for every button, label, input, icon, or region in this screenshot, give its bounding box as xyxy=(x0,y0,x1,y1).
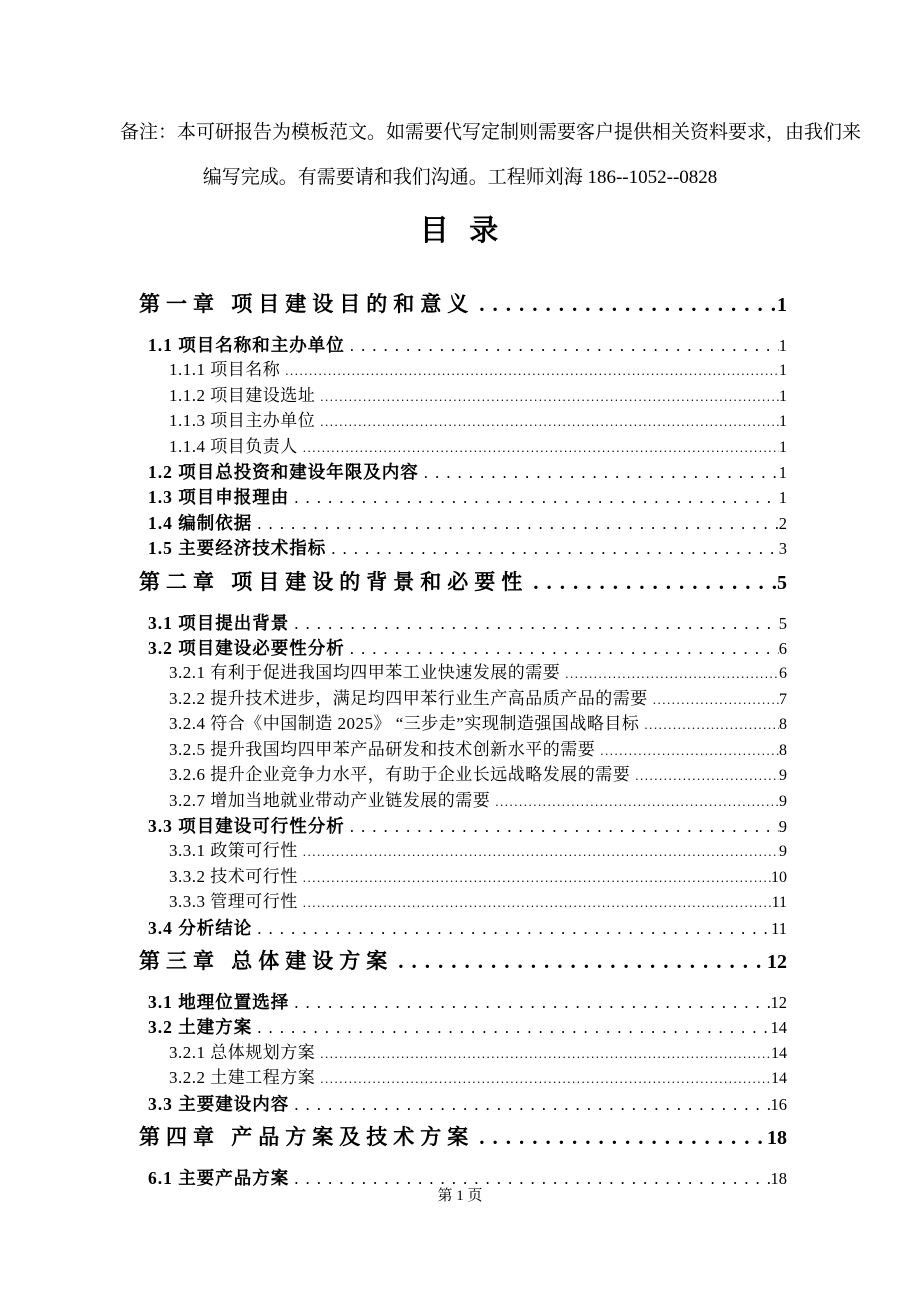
toc-entry-label: 3.2.2 提升技术进步，满足均四甲苯行业生产高品质产品的需要 xyxy=(169,688,648,708)
toc-row xyxy=(139,611,787,636)
toc-entry-label: 3.3.2 技术可行性 xyxy=(169,866,298,886)
toc-entry-label: 第四章 产品方案及技术方案 xyxy=(139,1124,475,1149)
dot-leader xyxy=(533,567,777,597)
toc-entry-page: 14 xyxy=(771,1070,787,1088)
toc-entry-page: 1 xyxy=(778,336,787,355)
toc-row xyxy=(139,409,787,434)
page-number-footer: 第 1 页 xyxy=(437,1188,483,1204)
toc-row xyxy=(139,990,787,1015)
dot-leader xyxy=(495,789,779,814)
toc-entry-label: 3.3 主要建设内容 xyxy=(148,1093,290,1114)
toc-entry-label: 3.2.5 提升我国均四甲苯产品研发和技术创新水平的需要 xyxy=(169,739,596,759)
toc-row xyxy=(139,1041,787,1066)
toc-title: 目 录 xyxy=(419,215,501,247)
toc-row xyxy=(139,814,787,839)
toc-entry-label: 3.4 分析结论 xyxy=(148,917,253,938)
toc-row-chapter xyxy=(139,946,787,977)
toc-row xyxy=(139,738,787,763)
dot-leader xyxy=(398,946,767,976)
dot-leader xyxy=(424,460,779,485)
toc-entry-page: 6 xyxy=(779,665,787,683)
toc-entry-label: 1.5 主要经济技术指标 xyxy=(148,538,327,559)
toc-entry-page: 18 xyxy=(767,1126,787,1149)
toc-row xyxy=(139,763,787,788)
disclaimer-line: 编写完成。有需要请和我们沟通。工程师刘海 186--1052--0828 xyxy=(202,167,718,188)
toc-entry-page: 12 xyxy=(770,992,787,1012)
toc-entry-page: 5 xyxy=(778,613,787,633)
toc-entry-page: 14 xyxy=(771,1044,787,1062)
toc-entry-label: 3.2.2 土建工程方案 xyxy=(169,1068,316,1088)
toc-entry-label: 3.3 项目建设可行性分析 xyxy=(148,815,345,836)
toc-entry-page: 12 xyxy=(767,950,787,973)
dot-leader xyxy=(320,1066,771,1091)
dot-leader xyxy=(303,865,771,890)
disclaimer-line: 备注：本可研报告为模板范文。如需要代写定制则需要客户提供相关资料要求，由我们来 xyxy=(120,122,862,143)
dot-leader xyxy=(320,409,779,434)
dot-leader xyxy=(257,511,779,536)
dot-leader xyxy=(350,636,779,661)
dot-leader xyxy=(653,687,779,712)
toc-entry-page: 6 xyxy=(778,639,787,659)
toc-entry-label: 3.1 地理位置选择 xyxy=(148,991,290,1012)
toc-entry-label: 6.1 主要产品方案 xyxy=(148,1167,290,1188)
toc-entry-label: 1.2 项目总投资和建设年限及内容 xyxy=(148,462,419,483)
toc-entry-page: 1 xyxy=(779,438,787,456)
toc-entry-label: 1.1.3 项目主办单位 xyxy=(169,411,316,431)
toc-entry-page: 1 xyxy=(779,387,787,405)
toc-entry-label: 第二章 项目建设的背景和必要性 xyxy=(139,569,529,594)
dot-leader xyxy=(565,661,779,686)
toc-entry-label: 1.3 项目申报理由 xyxy=(148,487,290,508)
toc-entry-label: 3.3.1 政策可行性 xyxy=(169,841,298,861)
dot-leader xyxy=(257,916,771,941)
toc-row-chapter xyxy=(139,289,787,320)
dot-leader xyxy=(350,814,779,839)
dot-leader xyxy=(350,333,779,358)
toc-entry-label: 1.1.4 项目负责人 xyxy=(169,436,298,456)
dot-leader xyxy=(600,738,779,763)
toc-row xyxy=(139,333,787,358)
toc-row xyxy=(139,636,787,661)
toc-entry-label: 3.2.7 增加当地就业带动产业链发展的需要 xyxy=(169,790,491,810)
dot-leader xyxy=(635,763,779,788)
toc-row xyxy=(139,890,787,915)
dot-leader xyxy=(294,611,779,636)
toc-entry-page: 5 xyxy=(777,571,787,594)
dot-leader xyxy=(479,1122,767,1152)
toc-entry-page: 1 xyxy=(777,294,787,316)
disclaimer-note xyxy=(120,110,862,200)
toc-entry-label: 第三章 总体建设方案 xyxy=(139,948,394,973)
dot-leader xyxy=(303,839,779,864)
toc-row xyxy=(139,358,787,383)
toc-entry-label: 3.2.4 符合《中国制造 2025》 “三步走”实现制造强国战略目标 xyxy=(169,714,640,734)
dot-leader xyxy=(303,435,779,460)
dot-leader xyxy=(294,990,770,1015)
toc-entry-label: 第一章 项目建设目的和意义 xyxy=(139,292,475,316)
toc-row xyxy=(139,839,787,864)
toc-entry-label: 1.1 项目名称和主办单位 xyxy=(148,335,345,355)
dot-leader xyxy=(320,1041,771,1066)
toc-row xyxy=(139,1092,787,1117)
toc-row xyxy=(139,435,787,460)
toc-row-chapter xyxy=(139,1122,787,1153)
dot-leader xyxy=(331,536,779,561)
toc-row xyxy=(139,536,787,561)
toc-entry-page: 9 xyxy=(779,792,787,810)
toc-entry-page: 11 xyxy=(771,894,787,912)
toc-entry-page: 3 xyxy=(778,539,787,559)
toc-list xyxy=(139,289,787,1191)
dot-leader xyxy=(294,1092,770,1117)
toc-entry-page: 10 xyxy=(771,868,787,886)
toc-row xyxy=(139,916,787,941)
toc-entry-label: 1.1.2 项目建设选址 xyxy=(169,385,316,405)
toc-entry-page: 1 xyxy=(779,362,787,380)
toc-entry-page: 1 xyxy=(778,463,787,483)
toc-entry-page: 16 xyxy=(770,1094,787,1114)
toc-row xyxy=(139,460,787,485)
toc-row xyxy=(139,384,787,409)
toc-entry-page: 9 xyxy=(778,816,787,836)
toc-row xyxy=(139,712,787,737)
toc-row xyxy=(139,1015,787,1040)
toc-row xyxy=(139,1066,787,1091)
dot-leader xyxy=(285,358,779,383)
toc-entry-label: 3.2 土建方案 xyxy=(148,1017,253,1038)
toc-entry-label: 3.2.6 提升企业竞争力水平，有助于企业长远战略发展的需要 xyxy=(169,765,631,785)
toc-entry-page: 14 xyxy=(770,1018,787,1038)
toc-row xyxy=(139,511,787,536)
dot-leader xyxy=(257,1015,770,1040)
toc-entry-label: 3.2.1 有利于促进我国均四甲苯工业快速发展的需要 xyxy=(169,663,561,683)
dot-leader xyxy=(303,890,772,915)
dot-leader xyxy=(320,384,779,409)
toc-entry-page: 2 xyxy=(778,513,787,533)
toc-entry-label: 3.2 项目建设必要性分析 xyxy=(148,638,345,659)
toc-row xyxy=(139,789,787,814)
toc-entry-page: 18 xyxy=(770,1168,787,1188)
toc-entry-page: 11 xyxy=(771,918,787,938)
toc-row xyxy=(139,865,787,890)
toc-entry-label: 3.1 项目提出背景 xyxy=(148,612,290,633)
toc-row-chapter xyxy=(139,567,787,598)
toc-entry-page: 1 xyxy=(778,488,787,508)
toc-row xyxy=(139,485,787,510)
toc-row xyxy=(139,687,787,712)
toc-entry-label: 3.2.1 总体规划方案 xyxy=(169,1042,316,1062)
toc-entry-label: 3.3.3 管理可行性 xyxy=(169,892,298,912)
toc-entry-page: 9 xyxy=(779,767,787,785)
toc-entry-page: 8 xyxy=(779,716,787,734)
toc-entry-label: 1.1.1 项目名称 xyxy=(169,360,281,380)
toc-entry-page: 7 xyxy=(779,690,787,708)
toc-entry-label: 1.4 编制依据 xyxy=(148,512,253,533)
dot-leader xyxy=(294,485,779,510)
dot-leader xyxy=(479,289,777,319)
toc-entry-page: 1 xyxy=(779,413,787,431)
toc-entry-page: 8 xyxy=(779,741,787,759)
dot-leader xyxy=(644,712,779,737)
toc-entry-page: 9 xyxy=(779,843,787,861)
toc-row xyxy=(139,661,787,686)
